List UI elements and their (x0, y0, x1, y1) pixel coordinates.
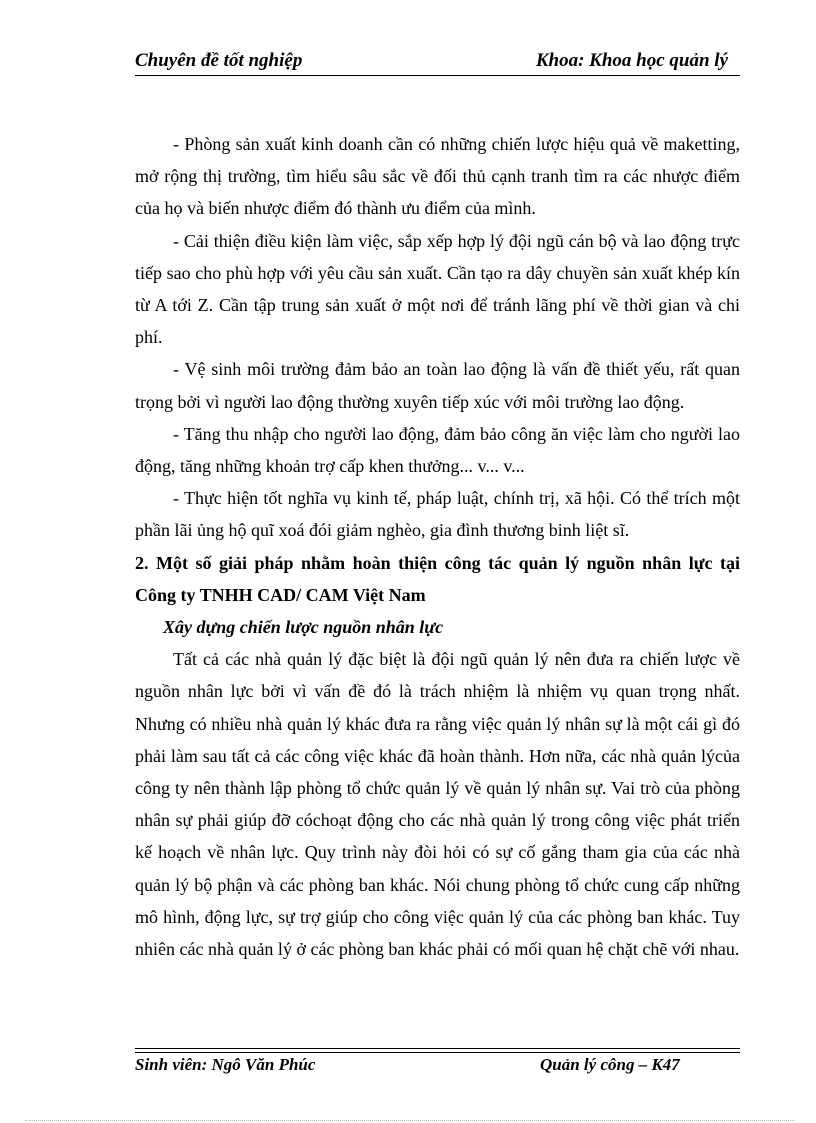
footer-rule (135, 1052, 740, 1053)
footer-left: Sinh viên: Ngô Văn Phúc (135, 1055, 316, 1074)
paragraph: - Tăng thu nhập cho người lao động, đảm bảo công ăn việc làm cho người lao động, tăng những khoản trợ cấp khen thưởng... v... v... (135, 423, 740, 477)
paragraph: - Thực hiện tốt nghĩa vụ kinh tế, pháp luật, chính trị, xã hội. Có thể trích một phần lãi ủng hộ quĩ xoá đói giảm nghèo, gia đình thương binh liệt sĩ. (135, 488, 740, 541)
paragraph: Tất cả các nhà quản lý đặc biệt là đội ngũ quản lý nên đưa ra chiến lược về nguồn nhân lực bởi vì vấn đề đó là trách nhiệm là nhiệm vụ quan trọng nhất. Nhưng có nhiều nhà quản lý khác đưa ra rằng việc quản lý nhân sự là một cái gì đó phải làm sau tất cả các công việc khác đã hoàn thành. Hơn nữa, các nhà quản lýcủa công ty nên thành lập phòng tổ chức quản lý về quản lý nhân sự. Vai trò của phòng nhân sự phải giúp đỡ cóchoạt động cho các nhà quản lý trong công việc phát triển kế hoạch về nhân lực. Quy trình này đòi hỏi có sự cố gắng tham gia của các nhà quản lý bộ phận và các phòng ban khác. Nói chung phòng tổ chức cung cấp những mô hình, động lực, sự trợ giúp cho công việc quản lý của các phòng ban khác. Tuy nhiên các nhà quản lý ở các phòng ban khác phải có mối quan hệ chặt chẽ với nhau. (135, 649, 740, 960)
page-header (135, 50, 740, 76)
header-left: Chuyên đề tốt nghiệp (135, 50, 303, 71)
subheading: Xây dựng chiến lược nguồn nhân lực (163, 617, 444, 638)
paragraph: - Vệ sinh môi trường đảm bảo an toàn lao động là vấn đề thiết yếu, rất quan trọng bởi vì người lao động thường xuyên tiếp xúc với môi trường lao động. (135, 359, 740, 412)
document-body (135, 128, 740, 965)
header-right: Khoa: Khoa học quản lý (535, 50, 728, 71)
section-heading: 2. Một số giải pháp nhằm hoàn thiện công tác quản lý nguồn nhân lực tại Công ty TNHH CAD/ CAM Việt Nam (135, 552, 740, 605)
paragraph: - Cải thiện điều kiện làm việc, sắp xếp hợp lý đội ngũ cán bộ và lao động trực tiếp sao cho phù hợp với yêu cầu sản xuất. Cần tạo ra dây chuyền sản xuất khép kín từ A tới Z. Cần tập trung sản xuất ở một nơi để tránh lãng phí về thời gian và chi phí. (135, 230, 740, 348)
footer-right: Quản lý công – K47 (540, 1055, 680, 1074)
paragraph: - Phòng sản xuất kinh doanh cần có những chiến lược hiệu quả về maketting, mở rộng thị trường, tìm hiểu sâu sắc về đối thủ cạnh tranh tìm ra các nhược điểm của họ và biến nhược điểm đó thành ưu điểm của mình. (135, 134, 740, 219)
footer-rule (135, 1048, 740, 1049)
header-rule (135, 75, 740, 76)
page-edge (25, 1120, 795, 1121)
page-footer (135, 1055, 740, 1079)
